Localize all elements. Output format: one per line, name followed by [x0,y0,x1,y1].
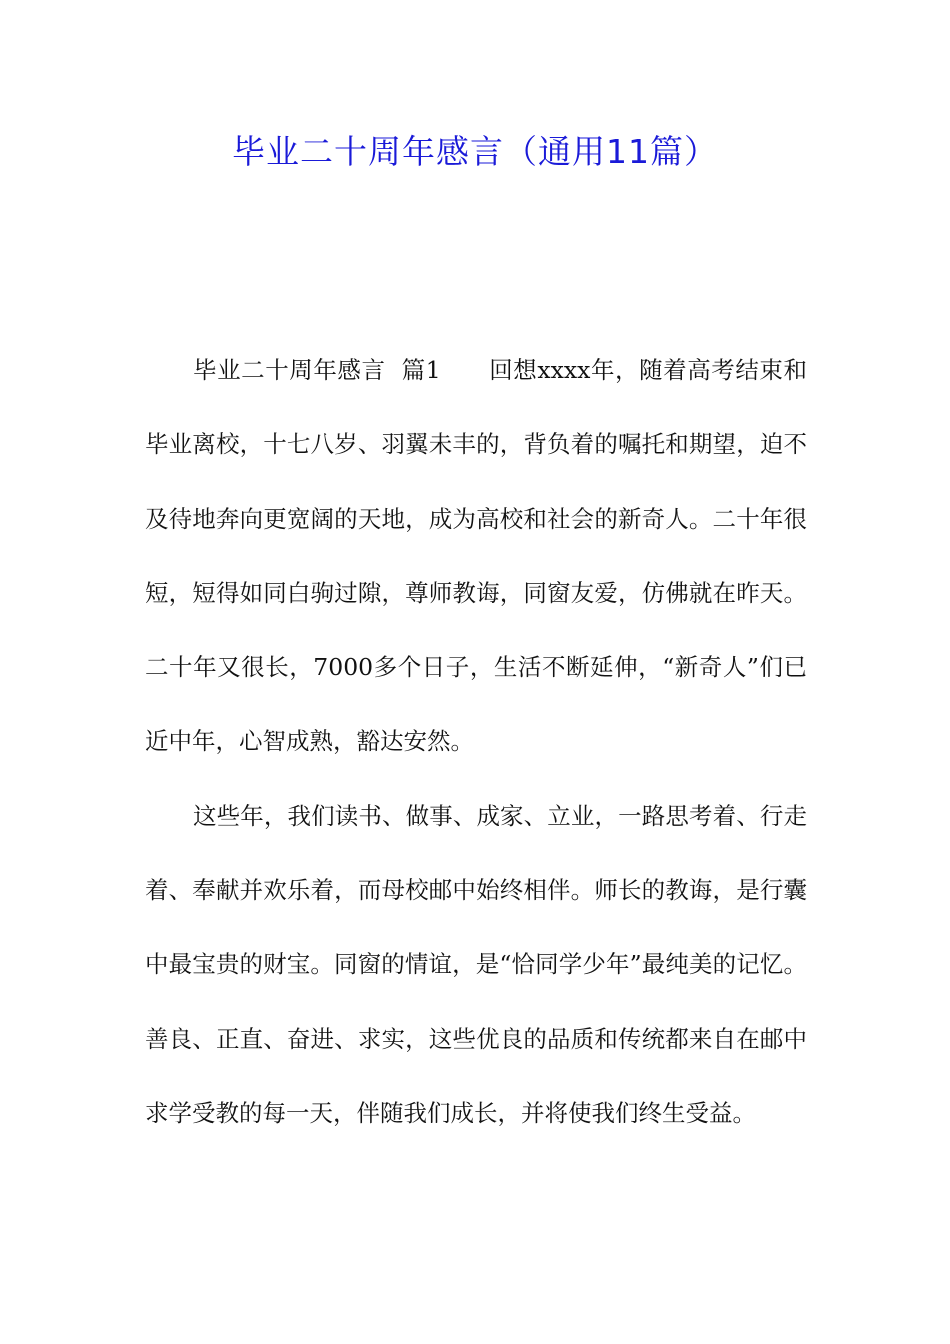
document-body [145,333,807,1150]
paragraph-1-text: 回想xxxx年，随着高考结束和毕业离校，十七八岁、羽翼未丰的，背负着的嘱托和期望，迫不及待地奔向更宽阔的天地，成为高校和社会的新奇人。二十年很短，短得如同白驹过隙，尊师教诲，同窗友爱，仿佛就在昨天。二十年又很长，7000多个日子，生活不断延伸，“新奇人”们已近中年，心智成熟，豁达安然。 [145,356,807,756]
paragraph-2: 这些年，我们读书、做事、成家、立业，一路思考着、行走着、奉献并欢乐着，而母校邮中始终相伴。师长的教诲，是行囊中最宝贵的财宝。同窗的情谊，是“恰同学少年”最纯美的记忆。善良、正直、奋进、求实，这些优良的品质和传统都来自在邮中求学受教的每一天，伴随我们成长，并将使我们终生受益。 [145,801,807,1127]
document-title: 毕业二十周年感言（通用11篇） [232,132,718,171]
paragraph-1 [145,333,807,779]
section-heading: 毕业二十周年感言 篇1 [193,356,441,384]
